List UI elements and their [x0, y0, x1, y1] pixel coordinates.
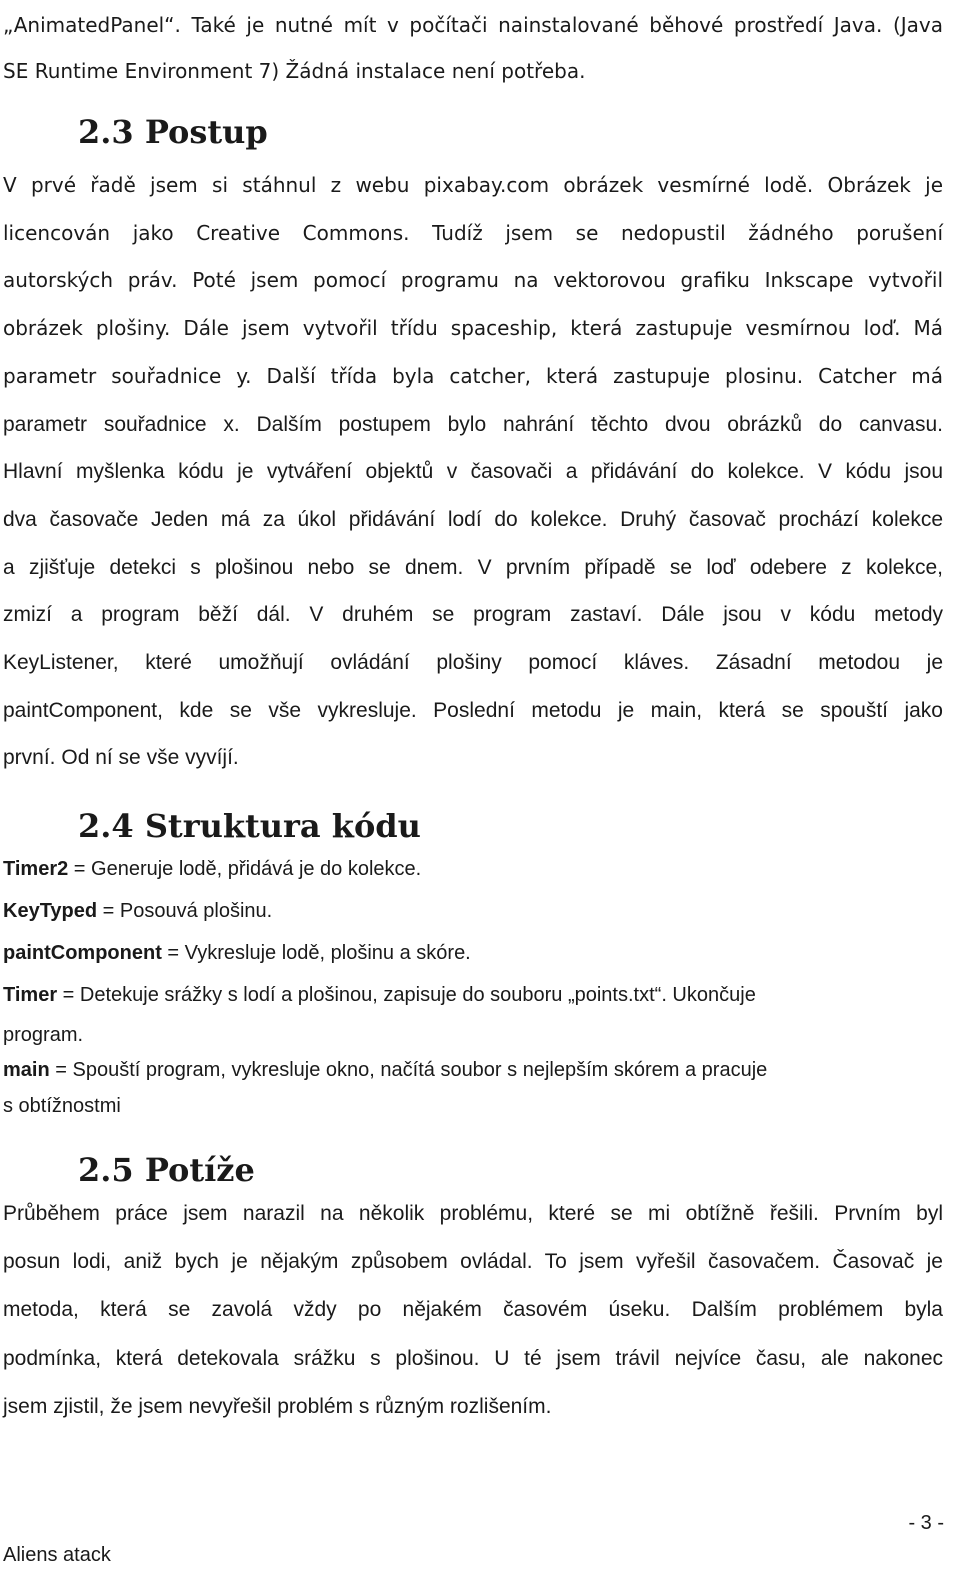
para-line: autorských práv. Poté jsem pomocí programu na vektorovou grafiku Inkscape vytvořil [3, 268, 943, 293]
structure-item-timer-cont [3, 1024, 83, 1047]
description: = Vykresluje lodě, plošinu a skóre. [161, 942, 471, 964]
para-line: metoda, která se zavolá vždy po nějakém časovém úseku. Dalším problémem byla [3, 1298, 943, 1322]
document-title-footer: Aliens atack [3, 1544, 111, 1566]
para-line: první. Od ní se vše vyvíjí. [3, 746, 239, 770]
para-line: V prvé řadě jsem si stáhnul z webu pixabay.com obrázek vesmírné lodě. Obrázek je [3, 173, 943, 197]
structure-item-timer [3, 984, 756, 1007]
description: = Generuje lodě, přidává je do kolekce. [68, 858, 422, 880]
para-line: a zjišťuje detekci s plošinou nebo se dnem. V prvním případě se loď odebere z kolekce, [3, 555, 943, 579]
structure-item-main-cont [3, 1095, 121, 1118]
para-line: Hlavní myšlenka kódu je vytváření objektů v časovači a přidávání do kolekce. V kódu jsou [3, 460, 943, 484]
structure-item-timer2 [3, 858, 421, 881]
para-line: posun lodi, aniž bych je nějakým způsobem ovládal. To jsem vyřešil časovačem. Časovač je [3, 1250, 943, 1274]
term: Timer2 [3, 858, 69, 880]
para-line: parametr souřadnice y. Další třída byla catcher, která zastupuje plosinu. Catcher má [3, 363, 943, 388]
para-line: podmínka, která detekovala srážku s plošinou. U té jsem trávil nejvíce času, ale nakonec [3, 1346, 943, 1370]
code-structure-list [3, 0, 943, 1140]
description: = Posouvá plošinu. [97, 900, 273, 922]
section-2-4-heading: 2.4 Struktura kódu [78, 807, 421, 845]
para-line: KeyListener, které umožňují ovládání plošiny pomocí kláves. Zásadní metodou je [3, 651, 943, 675]
structure-item-main [3, 1059, 767, 1082]
structure-item-keytyped [3, 900, 272, 923]
term: KeyTyped [3, 900, 98, 922]
term: paintComponent [3, 942, 162, 964]
para-line: jsem zjistil, že jsem nevyřešil problém s různým rozlišením. [3, 1394, 552, 1418]
para-line: dva časovače Jeden má za úkol přidávání lodí do kolekce. Druhý časovač prochází kolekce [3, 507, 943, 531]
para-line: paintComponent, kde se vše vykresluje. Poslední metodu je main, která se spouští jako [3, 698, 943, 722]
description: = Detekuje srážky s lodí a plošinou, zapisuje do souboru „points.txt“. Ukončuje [57, 984, 756, 1006]
term: main [3, 1059, 50, 1081]
section-2-5-paragraph [3, 1190, 943, 1431]
para-line: parametr souřadnice x. Dalším postupem bylo nahrání těchto dvou obrázků do canvasu. [3, 412, 943, 436]
description-continued: s obtížnostmi [3, 1095, 121, 1117]
description-continued: program. [3, 1024, 84, 1046]
para-line: zmizí a program běží dál. V druhém se program zastaví. Dále jsou v kódu metody [3, 603, 943, 627]
term: Timer [3, 984, 58, 1006]
section-2-3-heading: 2.3 Postup [78, 113, 268, 151]
intro-line-1: „AnimatedPanel“. Také je nutné mít v počítači nainstalované běhové prostředí Java. (Java [3, 13, 943, 37]
page-number: - 3 - [908, 1512, 944, 1534]
description: = Spouští program, vykresluje okno, načítá soubor s nejlepším skórem a pracuje [49, 1059, 768, 1081]
para-line: licencován jako Creative Commons. Tudíž jsem se nedopustil žádného porušení [3, 220, 943, 245]
section-2-5-heading: 2.5 Potíže [78, 1151, 255, 1189]
structure-item-paintcomponent [3, 942, 471, 965]
intro-line-2: SE Runtime Environment 7) Žádná instalace není potřeba. [3, 59, 586, 83]
para-line: obrázek plošiny. Dále jsem vytvořil třídu spaceship, která zastupuje vesmírnou loď. Má [3, 316, 943, 341]
para-line: Průběhem práce jsem narazil na několik problému, které se mi obtížně řešili. Prvním byl [3, 1202, 943, 1225]
